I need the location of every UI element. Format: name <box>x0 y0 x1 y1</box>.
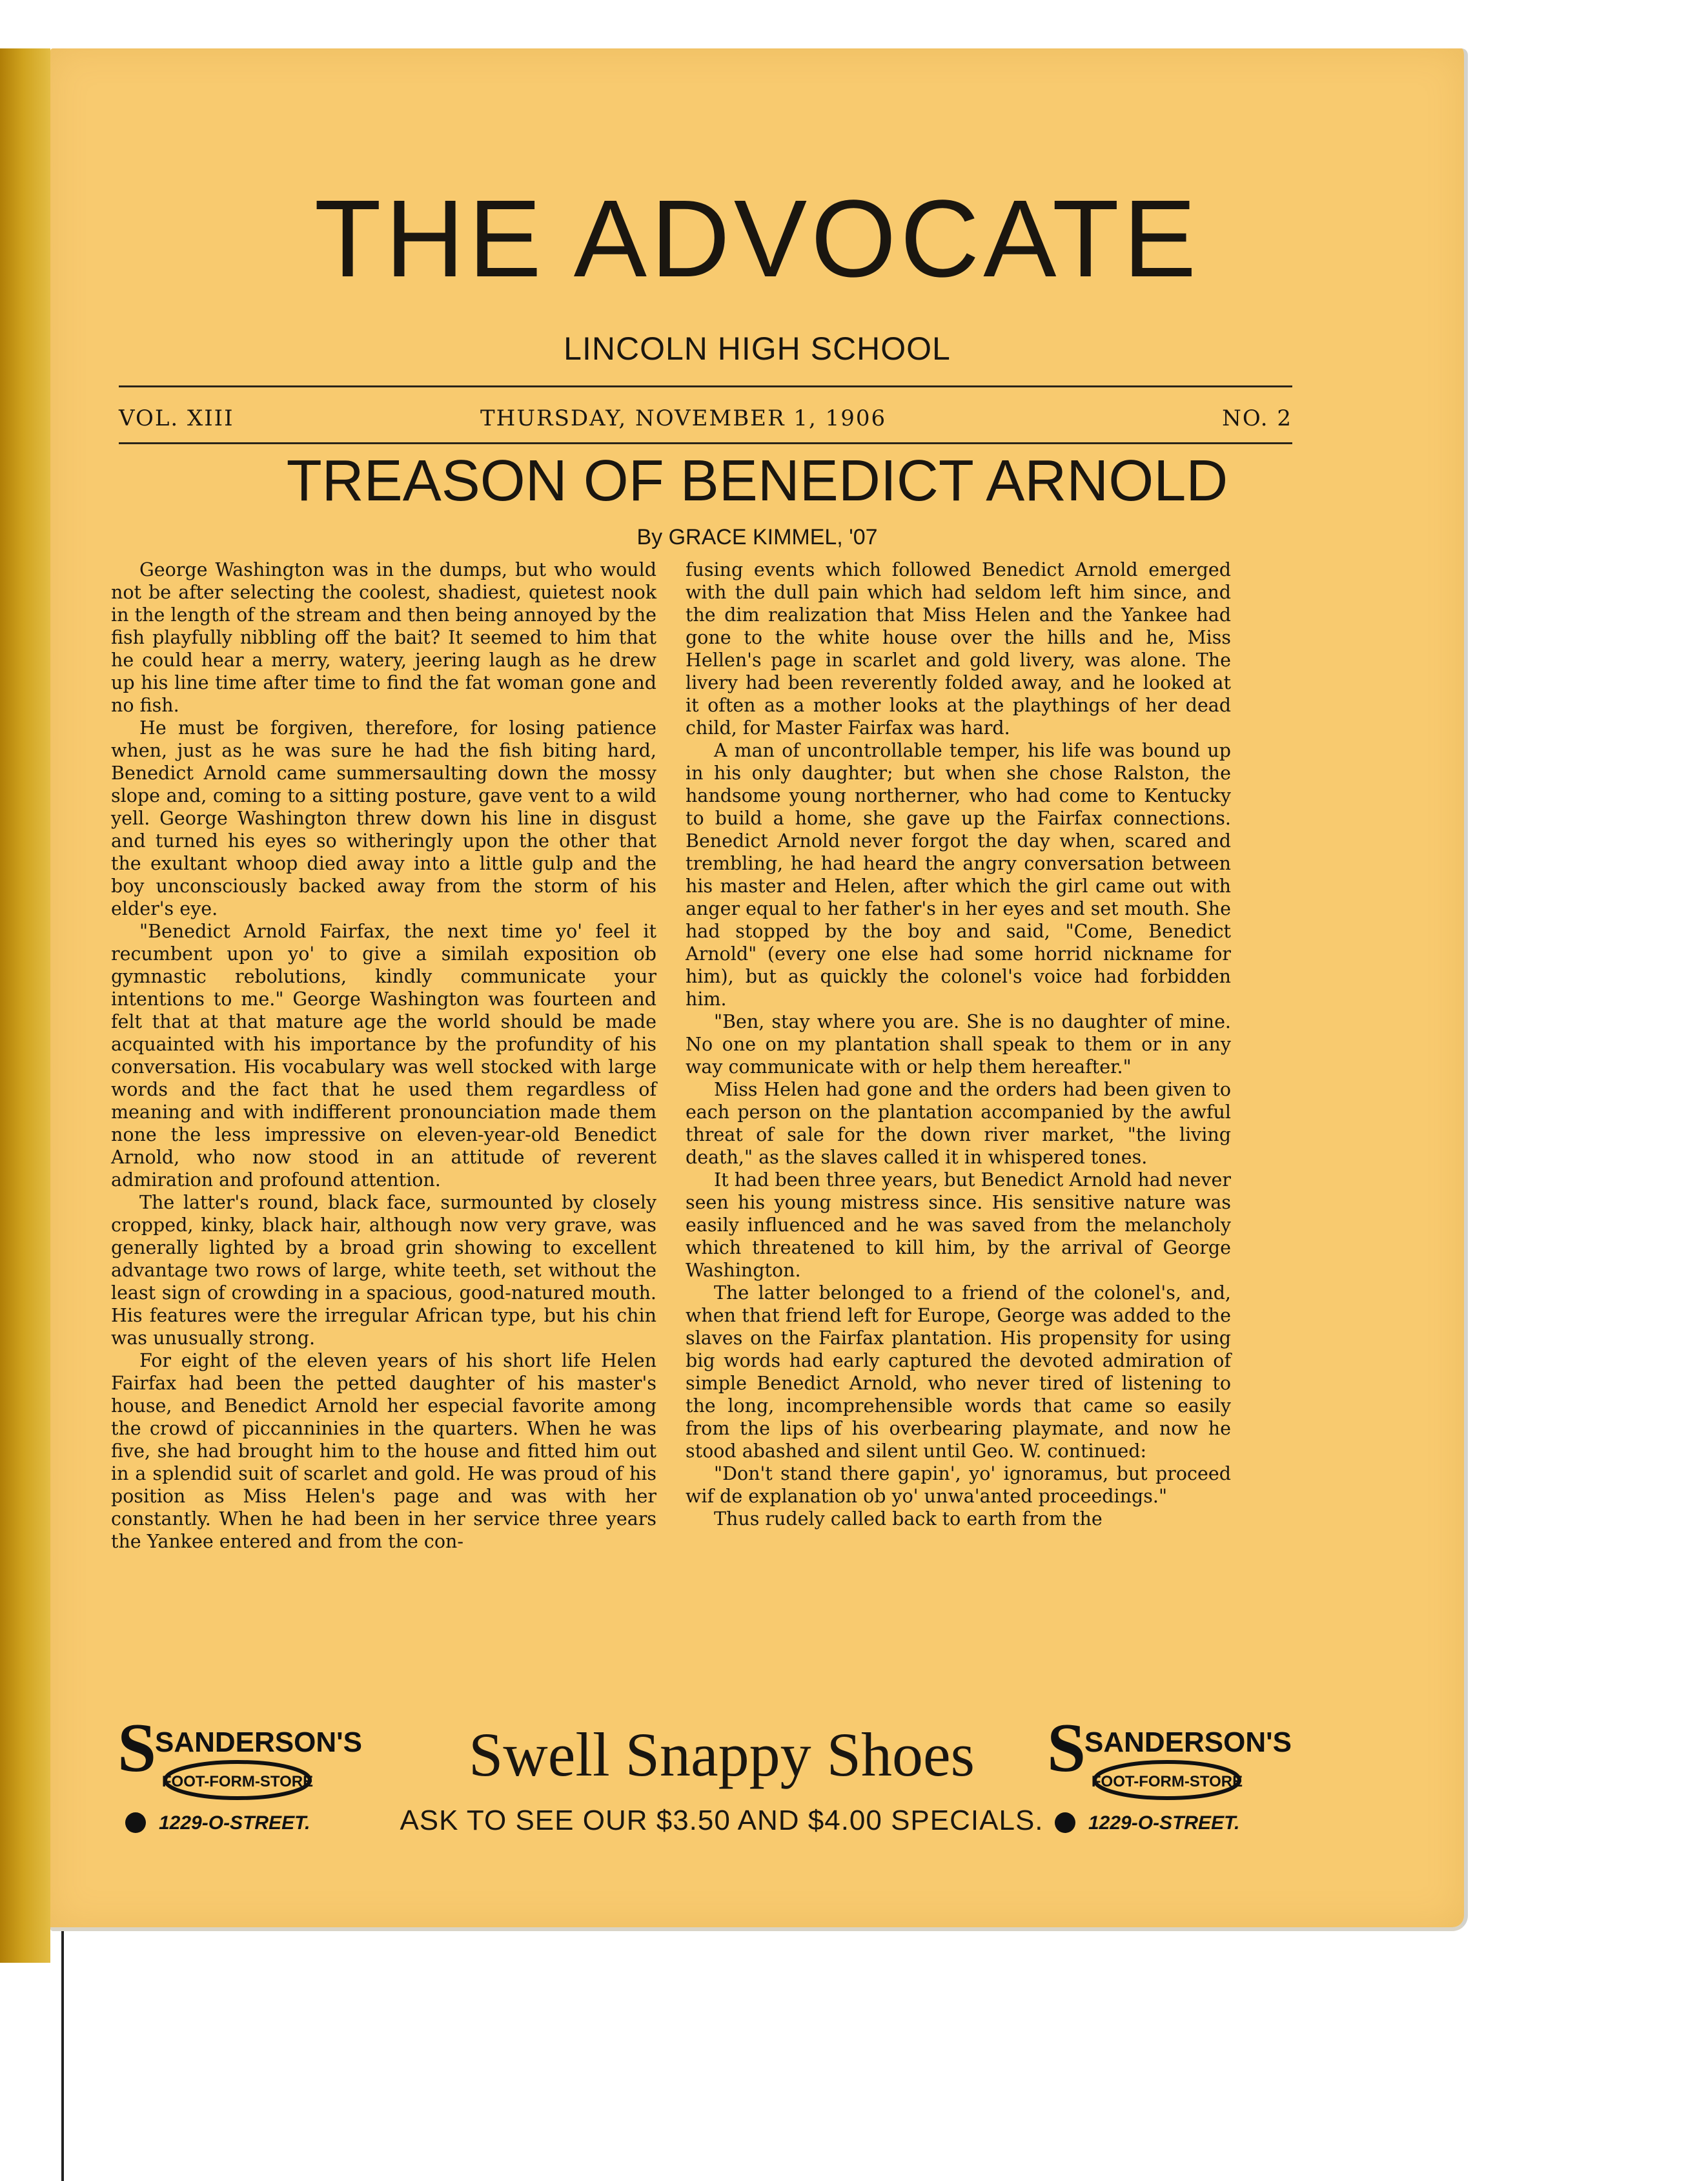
paragraph: George Washington was in the dumps, but who would not be after selecting the coolest, shadiest, quietest nook in the length of the stream and then being annoyed by the fish playfully nibbling off the bait? It seemed to him that he could hear a merry, watery, jeering laugh as he drew up his line time after time to find the fat woman gone and no fish. <box>111 559 656 716</box>
masthead-title: THE ADVOCATE <box>314 178 1201 300</box>
logo-name: SANDERSON'S <box>1084 1726 1292 1758</box>
binding-rule <box>61 1927 64 2181</box>
paragraph: For eight of the eleven years of his short life Helen Fairfax had been the petted daughter of his master's house, and Benedict Arnold her especial favorite among the crowd of piccanninies in the quarters. When he was five, she had brought him to the house and fitted him out in a splendid suit of scarlet and gold. He was proud of his position as Miss Helen's page and was with her constantly. When he had been in her service three years the Yankee entered and from the con- <box>111 1350 656 1552</box>
paragraph: "Ben, stay where you are. She is no daughter of mine. No one on my plantation shall speak to them or in any way communicate with or help them hereafter." <box>686 1011 1231 1078</box>
sandersons-logo-left <box>115 1710 362 1856</box>
paragraph: The latter belonged to a friend of the colonel's, and, when that friend left for Europe, George was added to the slaves on the Fairfax plantation. His propensity for using big words had early captured the devoted admiration of simple Benedict Arnold, who never tired of listening to the long, incomprehensible words that came so easily from the lips of his overbearing playmate, and now he stood abashed and silent until Geo. W. continued: <box>686 1282 1231 1462</box>
article-column-left <box>111 558 656 1672</box>
paragraph: fusing events which followed Benedict Arnold emerged with the dull pain which had seldom left him since, and the dim realization that Miss Helen and the Yankee had gone to the white house over the hills and he, Miss Hellen's page in scarlet and gold livery, was alone. The livery had been reverently folded away, and he looked at it often as a mother looks at the playthings of her dead child, for Master Fairfax was hard. <box>686 559 1231 739</box>
bottom-rule <box>119 442 1292 444</box>
logo-name: SANDERSON'S <box>155 1726 362 1758</box>
ad-slogan: Swell Snappy Shoes <box>468 1720 975 1789</box>
issue-number: NO. 2 <box>1222 405 1292 431</box>
paragraph: A man of uncontrollable temper, his life was bound up in his only daughter; but when she chose Ralston, the handsome young northerner, who had come to Kentucky to build a home, she gave up the Fairfax connections. Benedict Arnold never forgot the day when, scared and trembling, he had heard the angry conversation between his master and Helen, after which the girl came out with anger equal to her father's in her eyes and set mouth. She had stopped by the boy and said, "Come, Benedict Arnold" (every one else had some horrid nickname for him), but as quickly the colonel's voice had forbidden him. <box>686 740 1231 1010</box>
logo-address: 1229-O-STREET. <box>1088 1812 1240 1834</box>
issue-date: THURSDAY, NOVEMBER 1, 1906 <box>480 405 887 431</box>
sandersons-logo-right <box>1044 1710 1292 1856</box>
binding-edge <box>0 48 50 1963</box>
paragraph: He must be forgiven, therefore, for losing patience when, just as he was sure he had the fish biting hard, Benedict Arnold came summersaulting down the mossy slope and, coming to a sitting posture, gave vent to a wild yell. George Washington threw down his line in disgust and turned his eyes so witheringly upon the other that the exultant whoop died away into a little gulp and the boy unconsciously backed away from the storm of his elder's eye. <box>111 717 656 919</box>
shoe-advertisement <box>50 1710 1464 1876</box>
masthead-school: LINCOLN HIGH SCHOOL <box>564 331 951 367</box>
dateline <box>119 405 1292 438</box>
top-rule <box>119 385 1292 387</box>
paragraph: "Benedict Arnold Fairfax, the next time yo' feel it recumbent upon yo' to give a similah exposition ob gymnastic rebolutions, kindly communicate your intentions to me." George Washington was fourteen and felt that at that mature age the world should be made acquainted with his importance by the profundity of his conversation. His vocabulary was well stocked with large words and the fact that he used them regardless of meaning and with indifferent pronounciation made them none the less impressive on eleven-year-old Benedict Arnold, who now stood in an attitude of reverent admiration and profound attention. <box>111 921 656 1191</box>
paragraph: "Don't stand there gapin', yo' ignoramus, but proceed wif de explanation ob yo' unwa'anted proceedings." <box>686 1463 1231 1507</box>
article-byline: By GRACE KIMMEL, '07 <box>636 525 878 549</box>
article-column-right <box>686 558 1231 1672</box>
paragraph: Miss Helen had gone and the orders had been given to each person on the plantation accompanied by the awful threat of sale for the down river market, "the living death," as the slaves called it in whispered tones. <box>686 1079 1231 1168</box>
ad-specials: ASK TO SEE OUR $3.50 AND $4.00 SPECIALS. <box>400 1805 1044 1836</box>
logo-address: 1229-O-STREET. <box>159 1812 310 1834</box>
paragraph: The latter's round, black face, surmounted by closely cropped, kinky, black hair, although now very grave, was generally lighted by a broad grin showing to excellent advantage two rows of large, white teeth, set without the least sign of crowding in a spacious, good-natured mouth. His features were the irregular African type, but his chin was unusually strong. <box>111 1192 656 1349</box>
newspaper-page <box>50 48 1468 1931</box>
logo-tag: FOOT-FORM-STORE <box>161 1773 314 1790</box>
paragraph: Thus rudely called back to earth from the <box>714 1508 1103 1530</box>
volume-label: VOL. XIII <box>119 405 234 431</box>
paragraph: It had been three years, but Benedict Arnold had never seen his young mistress since. His sensitive nature was easily influenced and he was saved from the melancholy which threatened to kill him, by the arrival of George Washington. <box>686 1169 1231 1281</box>
article-headline: TREASON OF BENEDICT ARNOLD <box>286 449 1228 513</box>
svg-text:S: S <box>1047 1710 1086 1787</box>
svg-text:S: S <box>117 1710 157 1787</box>
logo-tag: FOOT-FORM-STORE <box>1091 1773 1243 1790</box>
